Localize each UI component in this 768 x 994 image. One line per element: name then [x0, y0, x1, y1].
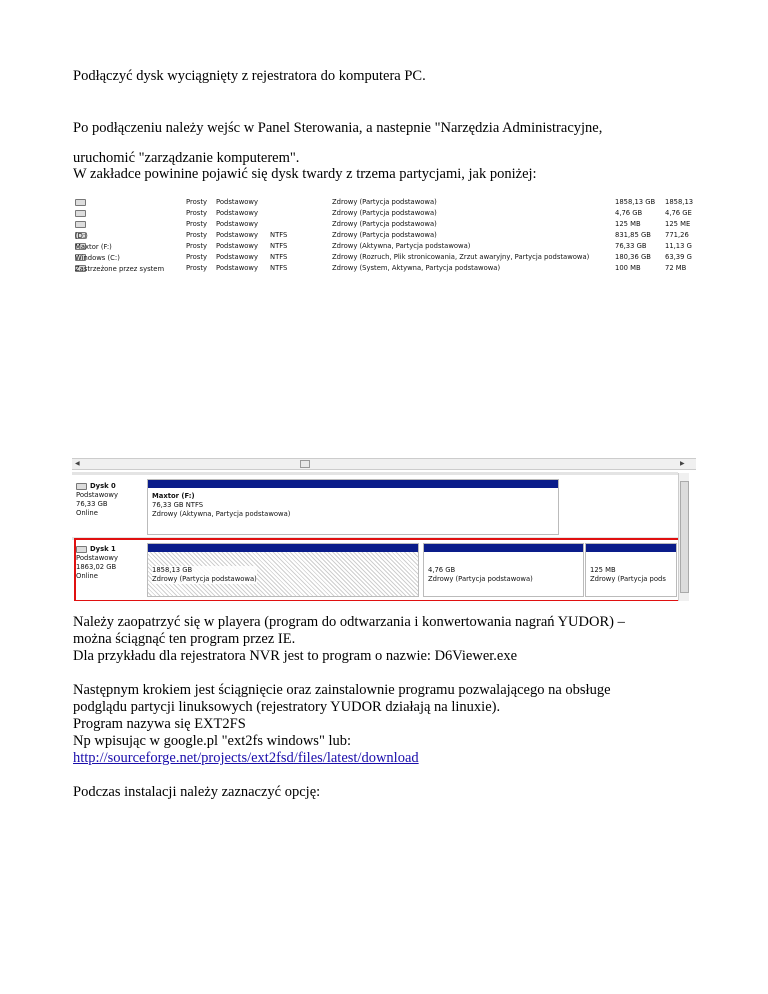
drive-icon	[75, 199, 86, 206]
text-d6viewer: Dla przykładu dla rejestratora NVR jest to program o nazwie: D6Viewer.exe	[73, 648, 518, 664]
vertical-scrollbar[interactable]	[678, 473, 689, 601]
text-connect-disk: Podłączyć dysk wyciągnięty z rejestratora do komputera PC.	[73, 68, 426, 84]
scroll-left-icon[interactable]: ◀	[75, 460, 80, 467]
disk0-partition-maxtor[interactable]: Maxtor (F:) 76,33 GB NTFS Zdrowy (Aktywna, Partycja podstawowa)	[147, 479, 559, 535]
volume-row[interactable]: Prosty Podstawowy Zdrowy (Partycja podstawowa) 125 MB 125 ME	[72, 219, 696, 230]
volume-row[interactable]: (D:) Prosty Podstawowy NTFS Zdrowy (Partycja podstawowa) 831,85 GB 771,26	[75, 231, 689, 240]
text-install-option: Podczas instalacji należy zaznaczyć opcję:	[73, 784, 321, 800]
drive-icon	[75, 221, 86, 228]
text-linux-partitions: podglądu partycji linuksowych (rejestratory YUDOR działają na linuxie).	[73, 699, 501, 715]
volume-row[interactable]: Windows (C:) Prosty Podstawowy NTFS Zdrowy (Rozruch, Plik stronicowania, Zrzut awaryjny, Partycja podstawowa) 180,36 GB 63,39 G	[75, 253, 692, 262]
text-disk-appears: W zakładce powinine pojawić się dysk twardy z trzema partycjami, jak poniżej:	[73, 166, 537, 182]
disk0-label[interactable]: Dysk 0 Podstawowy 76,33 GB Online	[76, 482, 118, 517]
download-link[interactable]: http://sourceforge.net/projects/ext2fsd/files/latest/download	[73, 750, 419, 766]
text-google-search: Np wpisując w google.pl "ext2fs windows" lub:	[73, 733, 352, 749]
volume-row[interactable]: Zastrzeżone przez system Prosty Podstawowy NTFS Zdrowy (System, Aktywna, Partycja podstawowa) 100 MB 72 MB	[75, 264, 687, 273]
volume-row[interactable]: Prosty Podstawowy Zdrowy (Partycja podstawowa) 4,76 GB 4,76 GE	[72, 208, 696, 219]
vertical-scroll-thumb[interactable]	[680, 481, 689, 593]
disk-icon	[76, 483, 87, 490]
horizontal-scrollbar[interactable]	[72, 458, 696, 470]
scroll-right-icon[interactable]: ▶	[680, 460, 685, 467]
scroll-thumb[interactable]	[300, 460, 310, 468]
text-player: Należy zaopatrzyć się w playera (program do odtwarzania i konwertowania nagrań YUDOR) –	[73, 614, 625, 630]
disk1-label[interactable]: Dysk 1 Podstawowy 1863,02 GB Online	[76, 545, 118, 580]
text-run-management: uruchomić "zarządzanie komputerem".	[73, 150, 300, 166]
disk1-partition-3[interactable]: 125 MB Zdrowy (Partycja pods	[585, 543, 677, 597]
volume-row[interactable]: Prosty Podstawowy Zdrowy (Partycja podstawowa) 1858,13 GB 1858,13	[72, 197, 696, 208]
text-next-step: Następnym krokiem jest ściągnięcie oraz zainstalownie programu pozwalającego na obsługe	[73, 682, 611, 698]
highlight-box	[74, 538, 683, 601]
drive-icon	[75, 210, 86, 217]
volume-list	[72, 193, 696, 458]
text-control-panel: Po podłączeniu należy wejśc w Panel Sterowania, a nastepnie "Narzędzia Administracyjne,	[73, 120, 603, 136]
disk-management-screenshot	[72, 193, 696, 601]
text-program-name: Program nazywa się EXT2FS	[73, 716, 246, 732]
disk1-partition-2[interactable]: 4,76 GB Zdrowy (Partycja podstawowa)	[423, 543, 584, 597]
disk1-partition-1[interactable]: 1858,13 GB Zdrowy (Partycja podstawowa)	[147, 543, 419, 597]
volume-row[interactable]: Maxtor (F:) Prosty Podstawowy NTFS Zdrowy (Aktywna, Partycja podstawowa) 76,33 GB 11,13 G	[75, 242, 692, 251]
text-download-ie: można ściągnąć ten program przez IE.	[73, 631, 296, 647]
